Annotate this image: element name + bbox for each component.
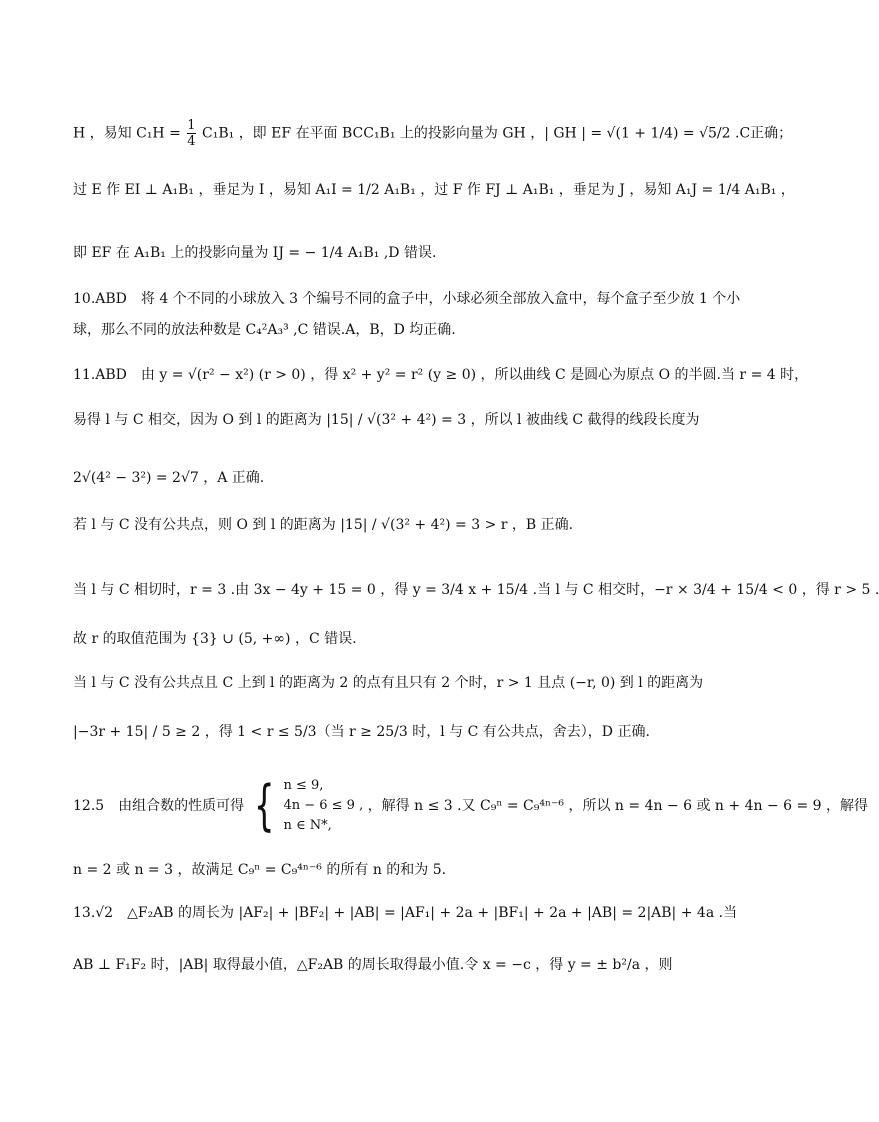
line-4: 10.ABD 将 4 个不同的小球放入 3 个编号不同的盒子中，小球必须全部放入盒中，每个盒子至少放 1 个小	[73, 291, 741, 307]
line-11: 故 r 的取值范围为 {3} ∪ (5, +∞) ，C 错误.	[73, 631, 357, 647]
line-17: AB ⊥ F₁F₂ 时，|AB| 取得最小值，△F₂AB 的周长取得最小值.令 x = −c ，得 y = ± b²/a ，则	[73, 957, 673, 973]
left-brace: {	[253, 774, 275, 837]
line-13: |−3r + 15| / 5 ≥ 2 ，得 1 < r ≤ 5/3（当 r ≥ 25/3 时，l 与 C 有公共点，舍去），D 正确.	[73, 724, 650, 740]
line-15: n = 2 或 n = 3 ，故满足 C₉ⁿ = C₉⁴ⁿ⁻⁶ 的所有 n 的和为 5.	[73, 862, 447, 878]
line-12: 当 l 与 C 没有公共点且 C 上到 l 的距离为 2 的点有且只有 2 个时，r > 1 且点 (−r, 0) 到 l 的距离为	[73, 675, 704, 691]
fraction: $\frac{1}{4}$	[187, 118, 196, 149]
line-16: 13.√2 △F₂AB 的周长为 |AF₂| + |BF₂| + |AB| = |AF₁| + 2a + |BF₁| + 2a + |AB| = 2|AB| + 4a .当	[73, 905, 738, 921]
line-6: 11.ABD 由 y = √(r² − x²) (r > 0) ，得 x² + y² = r² (y ≥ 0) ，所以曲线 C 是圆心为原点 O 的半圆.当 r = 4 时，	[73, 367, 809, 383]
line-5: 球，那么不同的放法种数是 C₄²A₃³ ,C 错误.A，B，D 均正确.	[73, 322, 456, 338]
line-7: 易得 l 与 C 相交，因为 O 到 l 的距离为 |15| / √(3² + 4²) = 3 ，所以 l 被曲线 C 截得的线段长度为	[73, 412, 700, 428]
line-10: 当 l 与 C 相切时，r = 3 .由 3x − 4y + 15 = 0 ，得 y = 3/4 x + 15/4 .当 l 与 C 相交时，−r × 3/4 + 15/4 < 0 ，得 r > 5 .	[73, 582, 879, 598]
line-3: 即 EF 在 A₁B₁ 上的投影向量为 IJ = − 1/4 A₁B₁ ,D 错误.	[73, 245, 437, 261]
line-2: 过 E 作 EI ⊥ A₁B₁ ，垂足为 I ，易知 A₁I = 1/2 A₁B₁ ，过 F 作 FJ ⊥ A₁B₁ ，垂足为 J ，易知 A₁J = 1/4 A₁B₁ ，	[73, 182, 795, 198]
line-14: 12.5 由组合数的性质可得 { n ≤ 9, 4n − 6 ≤ 9 , n ∈ N*, ，解得 n ≤ 3 .又 C₉ⁿ = C₉⁴ⁿ⁻⁶ ，所以 n = 4n − 6 或 n + 4n − 6 = 9 ，解得	[73, 774, 869, 837]
inequality-system: n ≤ 9, 4n − 6 ≤ 9 , n ∈ N*,	[283, 778, 364, 833]
line-8: 2√(4² − 3²) = 2√7 ，A 正确.	[73, 470, 265, 486]
line-1: H ，易知 C₁H = $\frac{1}{4}$ C₁B₁ ，即 EF 在平面 BCC₁B₁ 上的投影向量为 GH ，| GH | = √(1 + 1/4) = √5/2 .C正确；	[73, 118, 793, 149]
line-9: 若 l 与 C 没有公共点，则 O 到 l 的距离为 |15| / √(3² + 4²) = 3 > r ，B 正确.	[73, 517, 574, 533]
